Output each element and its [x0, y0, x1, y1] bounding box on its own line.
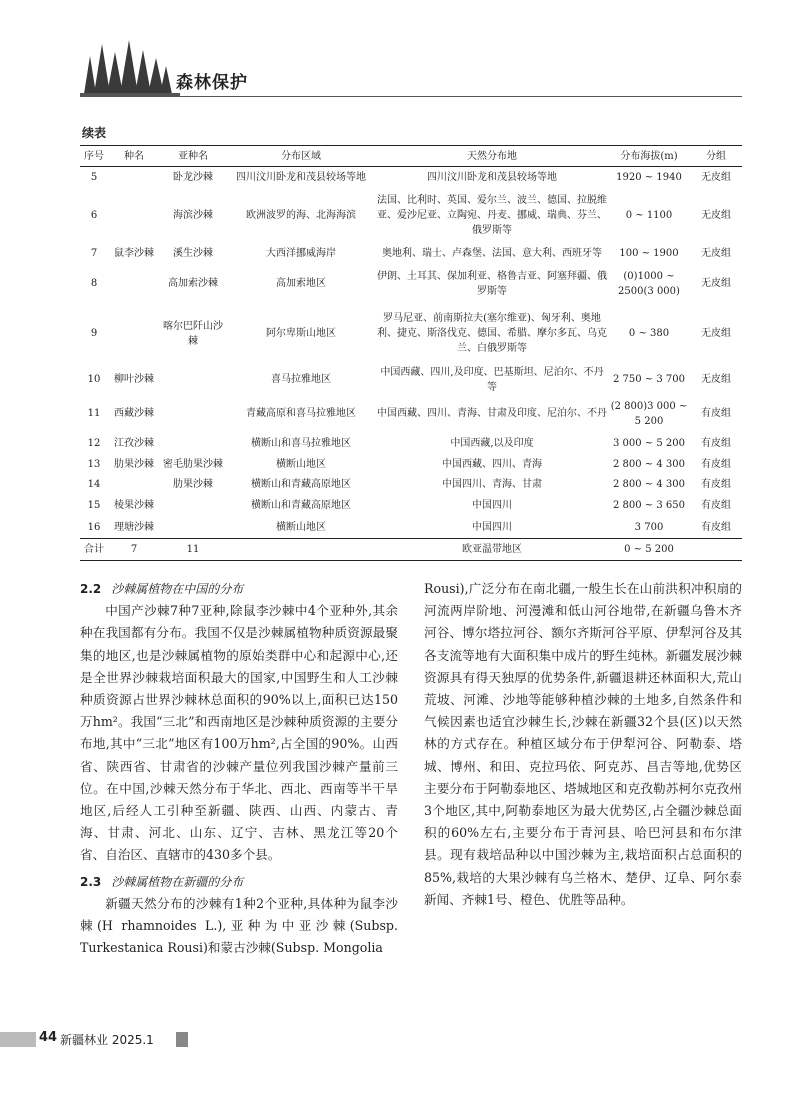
- cell: 横断山和喜马拉雅地区: [251, 438, 351, 449]
- cell: 9: [90, 328, 98, 339]
- cell: 100 ~ 1900: [619, 248, 679, 259]
- cell: 有皮组: [701, 408, 731, 419]
- cell: 四川汶川卧龙和茂县较场等地: [427, 172, 557, 184]
- cell: 四川汶川卧龙和茂县较场等地: [236, 172, 366, 184]
- table-row: [80, 189, 742, 243]
- cell: 有皮组: [701, 500, 731, 511]
- cell: 理塘沙棘: [114, 521, 154, 533]
- table-caption: 续表: [82, 126, 107, 140]
- cell: [108, 189, 160, 243]
- table-row: [80, 243, 742, 265]
- table-header-row: [80, 146, 742, 167]
- cell: 中国四川: [472, 500, 512, 511]
- cell: 鼠李沙棘: [114, 248, 154, 259]
- forest-logo-icon: [80, 38, 180, 96]
- cell: 0 ~ 380: [628, 328, 670, 339]
- cell: 有皮组: [701, 479, 731, 490]
- cell: 无皮组: [701, 210, 731, 221]
- cell: 0 ~ 1100: [625, 210, 673, 221]
- cell: 横断山地区: [276, 459, 326, 470]
- cell: 阿尔卑斯山地区: [266, 328, 336, 339]
- cell: 柳叶沙棘: [114, 374, 154, 385]
- table-row: [80, 365, 742, 395]
- cell: 中国西藏、四川、青海: [442, 459, 542, 470]
- paragraph: 新疆天然分布的沙棘有1种2个亚种,具体种为鼠李沙棘(H rhamnoides L.),亚种为中亚沙棘(Subsp. Turkestanica Rousi)和蒙古沙棘(Subsp. Mongolia: [80, 895, 398, 956]
- col-header: 分组: [690, 146, 742, 167]
- cell: 法国、比利时、英国、爱尔兰、波兰、德国、拉脱维亚、爱沙尼亚、立陶宛、丹麦、挪威、瑞典、芬兰、俄罗斯等: [377, 195, 607, 236]
- section-number: 2.3: [80, 874, 102, 889]
- table-row: [80, 265, 742, 303]
- cell: 高加索沙棘: [168, 278, 218, 289]
- cell: 江孜沙棘: [114, 438, 154, 449]
- table-row: [80, 495, 742, 517]
- cell: 横断山地区: [276, 521, 326, 533]
- cell: 溪生沙棘: [173, 248, 213, 259]
- cell: 13: [87, 459, 101, 470]
- cell: 0 ~ 5 200: [608, 539, 690, 561]
- col-header: 分布区域: [226, 146, 376, 167]
- cell: [160, 365, 226, 395]
- cell: 伊朗、土耳其、保加利亚、格鲁吉亚、阿塞拜疆、俄罗斯等: [377, 270, 607, 297]
- cell: 中国四川、青海、甘肃: [442, 479, 542, 490]
- cell: 7: [108, 539, 160, 561]
- cell: 11: [160, 539, 226, 561]
- cell: 无皮组: [701, 328, 731, 339]
- header-rule: [80, 96, 742, 97]
- cell: 15: [87, 500, 101, 511]
- cell: 肋果沙棘: [114, 459, 154, 470]
- footer-square: [176, 1032, 188, 1047]
- cell: 无皮组: [701, 172, 731, 184]
- cell: 奥地利、瑞士、卢森堡、法国、意大利、西班牙等: [382, 248, 602, 259]
- cell: 高加索地区: [276, 278, 326, 289]
- journal-name: 新疆林业 2025.1: [60, 1033, 154, 1047]
- cell: 海滨沙棘: [173, 210, 213, 221]
- footer-bar: [0, 1032, 36, 1047]
- cell: 有皮组: [701, 459, 731, 470]
- cell: [108, 265, 160, 303]
- cell: 10: [87, 374, 101, 385]
- cell: 青藏高原和喜马拉雅地区: [246, 408, 356, 419]
- page-number: 44: [39, 1030, 58, 1045]
- cell: [160, 517, 226, 539]
- table-row: [80, 167, 742, 189]
- cell: 11: [87, 408, 101, 419]
- cell: 欧洲波罗的海、北海海滨: [246, 210, 356, 221]
- table-total-row: [80, 539, 742, 561]
- cell: 喜马拉雅地区: [271, 374, 331, 385]
- section-heading-2-3: [80, 871, 398, 893]
- cell: 中国西藏,以及印度: [450, 438, 534, 449]
- cell: 中国西藏、四川,及印度、巴基斯坦、尼泊尔、不丹等: [380, 366, 604, 393]
- table-row: [80, 475, 742, 495]
- col-header: 序号: [80, 146, 108, 167]
- cell: 无皮组: [701, 248, 731, 259]
- cell: 1920 ~ 1940: [616, 172, 682, 184]
- cell: 3 700: [634, 521, 664, 533]
- cell: 罗马尼亚、前南斯拉夫(塞尔维亚)、匈牙利、奥地利、捷克、斯洛伐克、德国、希腊、摩尔多瓦、乌克兰、白俄罗斯等: [377, 313, 607, 354]
- cell: [690, 539, 742, 561]
- cell: 无皮组: [701, 374, 731, 385]
- cell: [160, 433, 226, 455]
- table-row: [80, 455, 742, 475]
- table-row: [80, 303, 742, 365]
- cell: [226, 539, 376, 561]
- cell: 棱果沙棘: [114, 500, 154, 511]
- cell: 中国西藏、四川、青海、甘肃及印度、尼泊尔、不丹: [377, 408, 607, 419]
- section-title: 沙棘属植物在新疆的分布: [111, 874, 244, 889]
- cell: [160, 495, 226, 517]
- paragraph: 中国产沙棘7种7亚种,除鼠李沙棘中4个亚种外,其余种在我国都有分布。我国不仅是沙棘属植物种质资源最聚集的地区,也是沙棘属植物的原始类群中心和起源中心,还是全世界沙棘栽培面积最大的国家,中国野生和人工沙棘种质资源占世界沙棘林总面积的90%以上,面积已达150万hm²。我国“三北”和西南地区是沙棘种质资源的主要分布地,其中“三北”地区有100万hm²,占全国的90%。山西省、陕西省、甘肃省的沙棘产量位列我国沙棘产量前三位。在中国,沙棘天然分布于华北、西北、西南等半干旱地区,后经人工引种至新疆、陕西、山西、内蒙古、青海、甘肃、河北、山东、辽宁、吉林、黑龙江等20个省、自治区、直辖市的430多个县。: [80, 603, 398, 863]
- cell: 大西洋挪威海岸: [266, 248, 336, 259]
- cell: 欧亚温带地区: [376, 539, 608, 561]
- cell: [108, 167, 160, 189]
- section-number: 2.2: [80, 582, 102, 596]
- species-table: [80, 145, 742, 561]
- cell: 有皮组: [701, 438, 731, 449]
- cell: 5: [90, 172, 98, 184]
- cell: 14: [87, 479, 101, 490]
- cell: 3 000 ~ 5 200: [613, 438, 685, 449]
- cell: 肋果沙棘: [173, 479, 213, 490]
- cell: 喀尔巴阡山沙棘: [163, 320, 223, 347]
- cell: [108, 303, 160, 365]
- cell: 12: [87, 438, 101, 449]
- cell: 2 800 ~ 4 300: [613, 479, 685, 490]
- cell: 合计: [80, 539, 108, 561]
- cell: 有皮组: [701, 521, 731, 533]
- section-title: 沙棘属植物在中国的分布: [111, 582, 244, 596]
- cell: 2 800 ~ 4 300: [613, 459, 685, 470]
- cell: 8: [90, 278, 98, 289]
- left-column: [80, 578, 398, 959]
- page-footer: [0, 1028, 805, 1052]
- table-row: [80, 517, 742, 539]
- section-title: 森林保护: [176, 73, 248, 93]
- cell: (0)1000 ~ 2500(3 000): [618, 270, 680, 297]
- cell: 16: [87, 521, 101, 533]
- cell: 7: [90, 248, 98, 259]
- col-header: 亚种名: [160, 146, 226, 167]
- cell: 密毛肋果沙棘: [163, 459, 223, 470]
- col-header: 天然分布地: [376, 146, 608, 167]
- page-header: [80, 38, 742, 100]
- cell: 横断山和青藏高原地区: [251, 500, 351, 511]
- right-column: [424, 578, 742, 911]
- cell: 西藏沙棘: [114, 408, 154, 419]
- cell: [160, 395, 226, 433]
- cell: 卧龙沙棘: [173, 172, 213, 184]
- table-row: [80, 395, 742, 433]
- cell: 2 750 ~ 3 700: [613, 374, 685, 385]
- table-row: [80, 433, 742, 455]
- cell: 中国四川: [472, 521, 512, 533]
- cell: 6: [90, 210, 98, 221]
- cell: 2 800 ~ 3 650: [613, 500, 685, 511]
- cell: 无皮组: [701, 278, 731, 289]
- col-header: 种名: [108, 146, 160, 167]
- cell: (2 800)3 000 ~ 5 200: [610, 400, 688, 427]
- cell: 横断山和青藏高原地区: [251, 479, 351, 490]
- paragraph: Rousi),广泛分布在南北疆,一般生长在山前洪积冲积扇的河流两岸阶地、河漫滩和低山河谷地带,在新疆乌鲁木齐河谷、博尔塔拉河谷、额尔齐斯河谷平原、伊犁河谷及其各支流等地有大面积集中成片的野生纯林。新疆发展沙棘资源具有得天独厚的优势条件,新疆退耕还林面积大,荒山荒坡、河滩、沙地等能够种植沙棘的土地多,自然条件和气候因素也适宜沙棘生长,沙棘在新疆32个县(区)以天然林的方式存在。种植区域分布于伊犁河谷、阿勒泰、塔城、博州、和田、克拉玛依、阿克苏、昌吉等地,优势区主要分布于阿勒泰地区、塔城地区和克孜勒苏柯尔克孜州3个地区,其中,阿勒泰地区为最大优势区,占全疆沙棘总面积的60%左右,主要分布于青河县、哈巴河县和布尔津县。现有栽培品种以中国沙棘为主,栽培面积占总面积的85%,栽培的大果沙棘有乌兰格木、楚伊、辽阜、阿尔泰新闻、齐棘1号、橙色、优胜等品种。: [424, 581, 742, 907]
- cell: [108, 475, 160, 495]
- col-header: 分布海拔(m): [608, 146, 690, 167]
- section-heading-2-2: [80, 578, 398, 600]
